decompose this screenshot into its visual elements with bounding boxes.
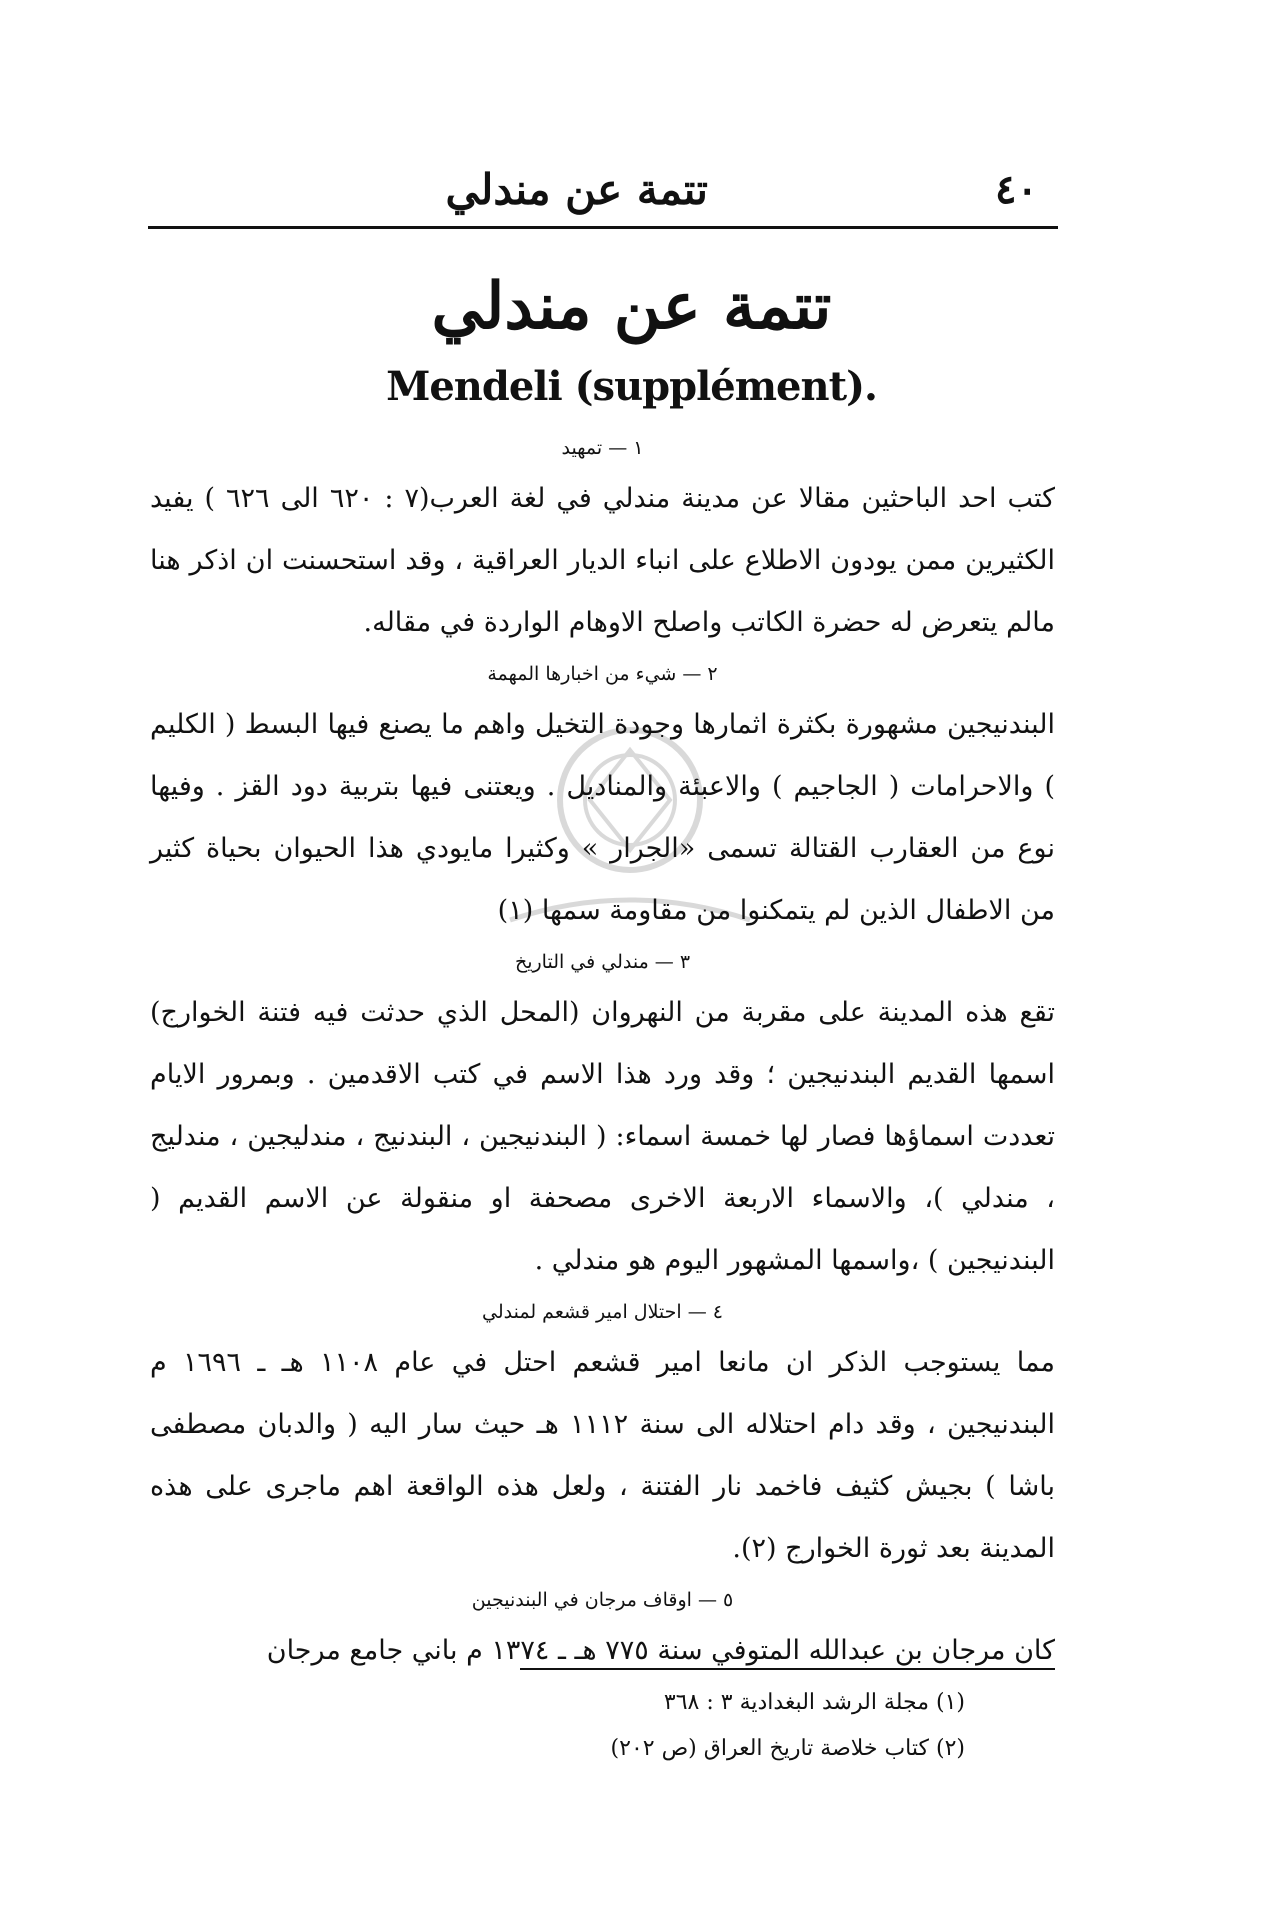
article-subtitle: Mendeli (supplément). (386, 363, 877, 410)
section-heading-news: ٢ — شيء من اخبارها المهمة (487, 663, 718, 685)
footnotes (150, 1680, 965, 1772)
header-rule (148, 226, 1058, 229)
section-heading-occupation: ٤ — احتلال امير قشعم لمندلي (482, 1301, 723, 1323)
section-heading-endowments: ٥ — اوقاف مرجان في البندنيجين (471, 1589, 734, 1611)
article-body (150, 428, 1055, 1682)
section-paragraph-introduction: كتب احد الباحثين مقالا عن مدينة مندلي في لغة العرب(٧ : ٦٢٠ الى ٦٢٦ ) يفيد الكثيرين ممن يودون الاطلاع على انباء الديار العراقية ، وقد استحسنت ان اذكر هنا مالم يتعرض له حضرة الكاتب واصلح الاوهام الواردة في مقاله. (150, 483, 1055, 638)
section-paragraph-news: البندنيجين مشهورة بكثرة اثمارها وجودة التخيل واهم ما يصنع فيها البسط ( الكليم ) والاحرامات ( الجاجيم ) والاعبئة والمناديل . ويعتنى فيها بتربية دود القز . وفيها نوع من العقارب القتالة تسمى «الجرار » وكثيرا مايودي هذا الحيوان بحياة كثير من الاطفال الذين لم يتمكنوا من مقاومة سمها (١) (150, 709, 1055, 926)
section-heading-history: ٣ — مندلي في التاريخ (514, 951, 691, 973)
running-title: تتمة عن مندلي (445, 165, 708, 214)
section-heading-introduction: ١ — تمهيد (561, 437, 644, 459)
footnote-rule (520, 1668, 1055, 1670)
running-header (148, 160, 1048, 220)
page-number: ٤٠ (995, 166, 1038, 213)
footnote-1: (١) مجلة الرشد البغدادية ٣ : ٣٦٨ (663, 1690, 965, 1715)
section-paragraph-history: تقع هذه المدينة على مقربة من النهروان (المحل الذي حدثت فيه فتنة الخوارج) اسمها القديم البندنيجين ؛ وقد ورد هذا الاسم في كتب الاقدمين . وبمرور الايام تعددت اسماؤها فصار لها خمسة اسماء: ( البندنيجين ، البندنيج ، مندليجين ، مندليج ، مندلي )، والاسماء الاربعة الاخرى مصحفة او منقولة عن الاسم القديم ( البندنيجين ) ،واسمها المشهور اليوم هو مندلي . (150, 997, 1055, 1276)
article-title: تتمة عن مندلي (431, 269, 832, 344)
section-paragraph-occupation: مما يستوجب الذكر ان مانعا امير قشعم احتل في عام ١١٠٨ هـ ـ ١٦٩٦ م البندنيجين ، وقد دام احتلاله الى سنة ١١١٢ هـ حيث سار اليه ( والدبان مصطفى باشا ) بجيش كثيف فاخمد نار الفتنة ، ولعل هذه الواقعة اهم ماجرى على هذه المدينة بعد ثورة الخوارج (٢). (150, 1347, 1055, 1564)
footnote-2: (٢) كتاب خلاصة تاريخ العراق (ص ٢٠٢) (610, 1736, 965, 1761)
section-paragraph-endowments: كان مرجان بن عبدالله المتوفي سنة ٧٧٥ هـ ـ ١٣٧٤ م باني جامع مرجان (266, 1635, 1055, 1666)
